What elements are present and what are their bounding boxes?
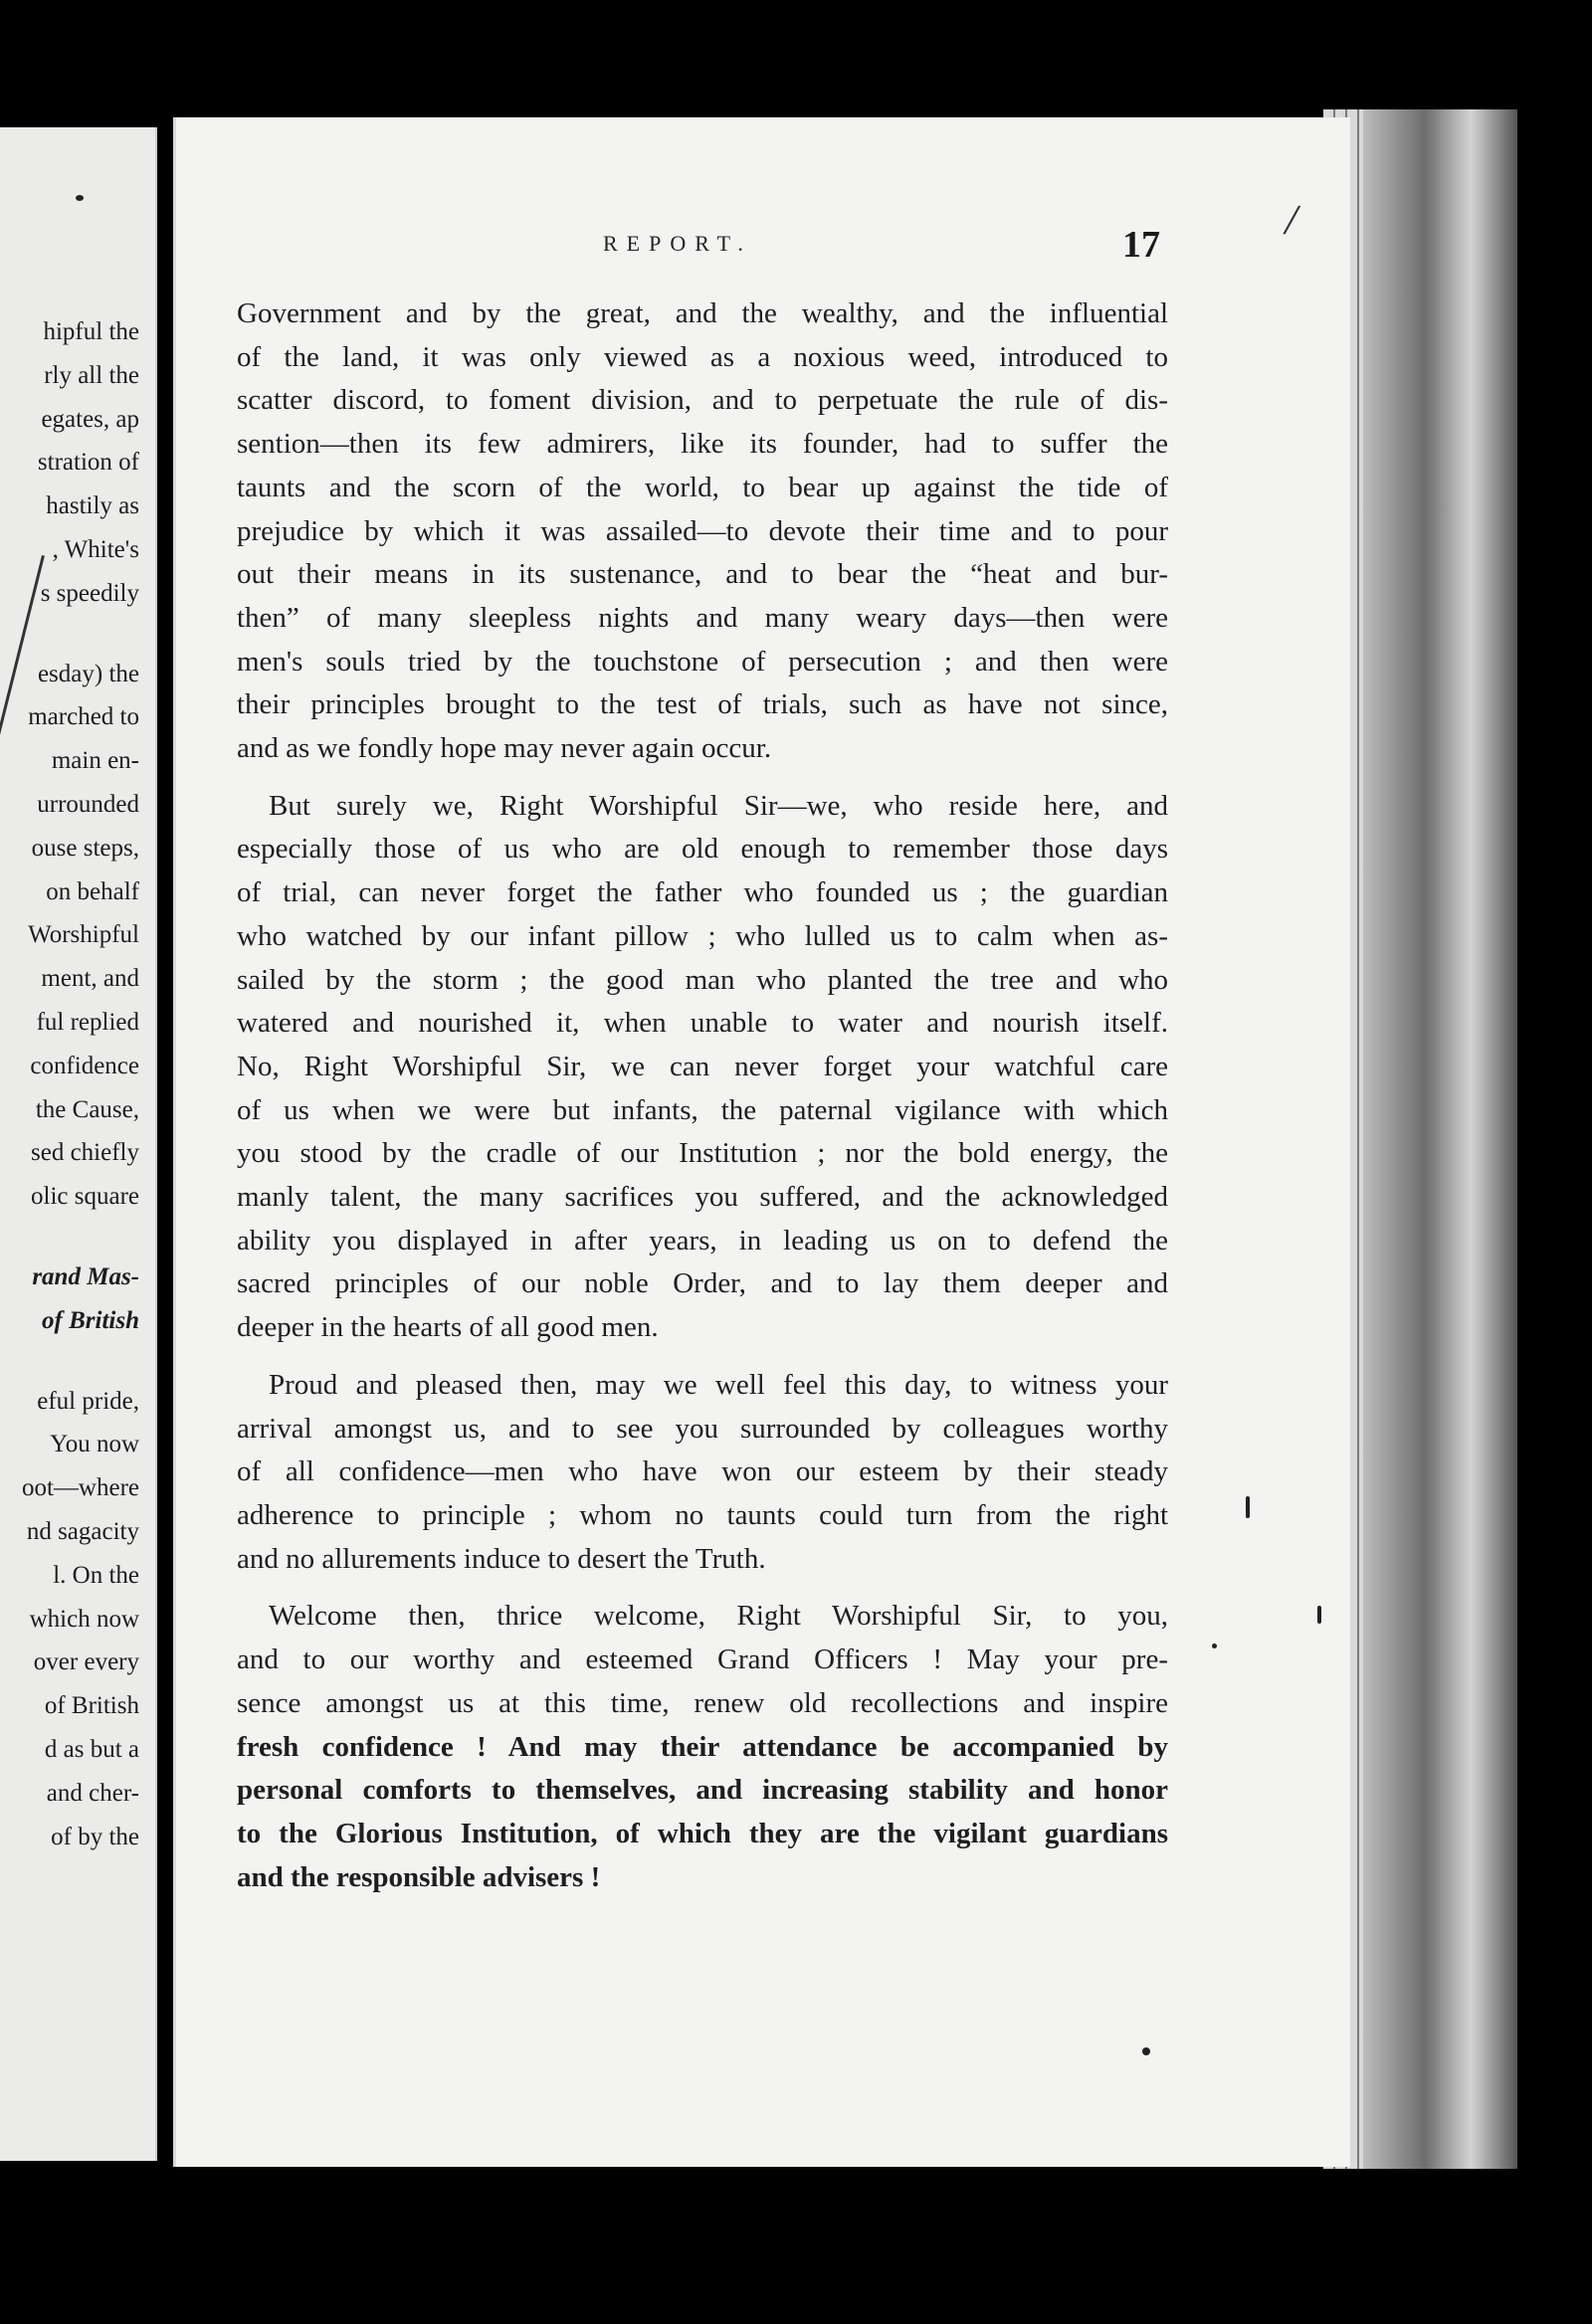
facing-line: ful replied [36, 1008, 139, 1036]
text-line: taunts and the scorn of the world, to bear up against the tide of [237, 471, 1168, 503]
text-line: Welcome then, thrice welcome, Right Worshipful Sir, to you, [269, 1600, 1168, 1633]
facing-line: , White's [52, 535, 139, 563]
facing-line: which now [29, 1605, 139, 1633]
text-line: their principles brought to the test of trials, such as have not since, [237, 688, 1168, 721]
facing-line: urrounded [37, 790, 139, 818]
paragraph-4 [237, 1595, 1168, 1899]
text-line: But surely we, Right Worshipful Sir—we, who reside here, and [269, 789, 1168, 822]
paragraph-1 [237, 292, 1168, 771]
ink-speck [1142, 2047, 1150, 2055]
text-line: watered and nourished it, when unable to water and nourish itself. [237, 1007, 1168, 1040]
facing-line: of by the [51, 1823, 139, 1850]
facing-line: egates, ap [41, 405, 139, 433]
paragraph-2 [237, 785, 1168, 1350]
facing-line: olic square [31, 1183, 139, 1211]
facing-line: hastily as [46, 492, 139, 520]
ink-speck [1246, 1496, 1250, 1518]
text-line: sence amongst us at this time, renew old recollections and inspire [237, 1686, 1168, 1719]
facing-line: main en- [51, 747, 139, 775]
facing-line: oot—where [21, 1474, 139, 1502]
facing-line: hipful the [43, 318, 139, 345]
facing-line: esday) the [37, 660, 139, 687]
facing-line: sed chiefly [31, 1139, 139, 1167]
text-line: scatter discord, to foment division, and to perpetuate the rule of dis- [237, 384, 1168, 417]
running-head: REPORT. [603, 231, 752, 256]
facing-page-text [0, 310, 139, 1858]
text-line: deeper in the hearts of all good men. [237, 1311, 659, 1344]
book-page-edges [1323, 109, 1517, 2169]
text-line: arrival amongst us, and to see you surrounded by colleagues worthy [237, 1412, 1168, 1445]
facing-line: of British [44, 1692, 139, 1720]
text-line: fresh confidence ! And may their attendance be accompanied by [237, 1730, 1168, 1763]
text-line: of the land, it was only viewed as a noxious weed, introduced to [237, 340, 1168, 373]
text-line: manly talent, the many sacrifices you suffered, and the acknowledged [237, 1181, 1168, 1214]
text-line: and the responsible advisers ! [237, 1860, 601, 1893]
ink-speck [76, 195, 84, 201]
paragraph-3 [237, 1364, 1168, 1582]
text-line: and to our worthy and esteemed Grand Officers ! May your pre- [237, 1644, 1168, 1676]
text-line: especially those of us who are old enough to remember those days [237, 833, 1168, 866]
facing-line: of British [42, 1306, 139, 1334]
facing-line: ouse steps, [31, 834, 139, 862]
text-line: No, Right Worshipful Sir, we can never forget your watchful care [237, 1050, 1168, 1082]
facing-line: s speedily [40, 579, 139, 607]
page-edge-line [1357, 109, 1359, 2169]
facing-gap [0, 1343, 139, 1380]
text-line: Government and by the great, and the wealthy, and the influential [237, 297, 1168, 329]
facing-line: rly all the [44, 361, 139, 389]
text-line: adherence to principle ; whom no taunts could turn from the right [237, 1498, 1168, 1531]
text-line: sention—then its few admirers, like its founder, had to suffer the [237, 428, 1168, 461]
facing-line: confidence [30, 1052, 139, 1079]
facing-line: nd sagacity [26, 1517, 139, 1545]
facing-line: d as but a [44, 1735, 139, 1763]
facing-line: stration of [37, 449, 139, 477]
facing-line: marched to [28, 703, 139, 731]
facing-page-fragment [0, 127, 157, 2161]
ink-speck [1317, 1606, 1321, 1624]
text-line: of us when we were but infants, the paternal vigilance with which [237, 1093, 1168, 1126]
facing-line: over every [33, 1648, 139, 1676]
facing-line: on behalf [46, 877, 139, 905]
text-line: out their means in its sustenance, and to bear the “heat and bur- [237, 558, 1168, 591]
text-line: prejudice by which it was assailed—to devote their time and to pour [237, 514, 1168, 547]
facing-gap [0, 1219, 139, 1256]
facing-line: ment, and [41, 965, 139, 993]
ink-speck [1212, 1644, 1217, 1648]
body-text [237, 292, 1168, 1899]
text-line: of trial, can never forget the father who founded us ; the guardian [237, 876, 1168, 909]
text-line: Proud and pleased then, may we well feel this day, to witness your [269, 1368, 1168, 1401]
text-line: to the Glorious Institution, of which they are the vigilant guardians [237, 1817, 1168, 1849]
facing-line: You now [50, 1431, 139, 1458]
page-edge-shading [1363, 109, 1517, 2169]
facing-line: and cher- [46, 1779, 139, 1807]
text-line: men's souls tried by the touchstone of persecution ; and then were [237, 645, 1168, 678]
text-line: personal comforts to themselves, and increasing stability and honor [237, 1774, 1168, 1807]
page-number: 17 [1122, 224, 1160, 266]
text-line: who watched by our infant pillow ; who lulled us to calm when as- [237, 919, 1168, 952]
facing-line: rand Mas- [32, 1262, 139, 1290]
facing-line: l. On the [53, 1561, 139, 1589]
text-line: you stood by the cradle of our Institution ; nor the bold energy, the [237, 1137, 1168, 1170]
text-line: then” of many sleepless nights and many weary days—then were [237, 601, 1168, 634]
facing-line: eful pride, [37, 1387, 139, 1415]
text-line: sacred principles of our noble Order, and to lay them deeper and [237, 1267, 1168, 1300]
facing-line: Worshipful [28, 921, 139, 949]
pencil-mark: / [1281, 193, 1303, 246]
text-line: of all confidence—men who have won our esteem by their steady [237, 1455, 1168, 1488]
text-line: and no allurements induce to desert the Truth. [237, 1542, 766, 1575]
facing-line: the Cause, [35, 1095, 139, 1123]
text-line: and as we fondly hope may never again occur. [237, 732, 772, 765]
text-line: sailed by the storm ; the good man who planted the tree and who [237, 963, 1168, 996]
text-line: ability you displayed in after years, in leading us on to defend the [237, 1224, 1168, 1257]
facing-gap [0, 616, 139, 653]
